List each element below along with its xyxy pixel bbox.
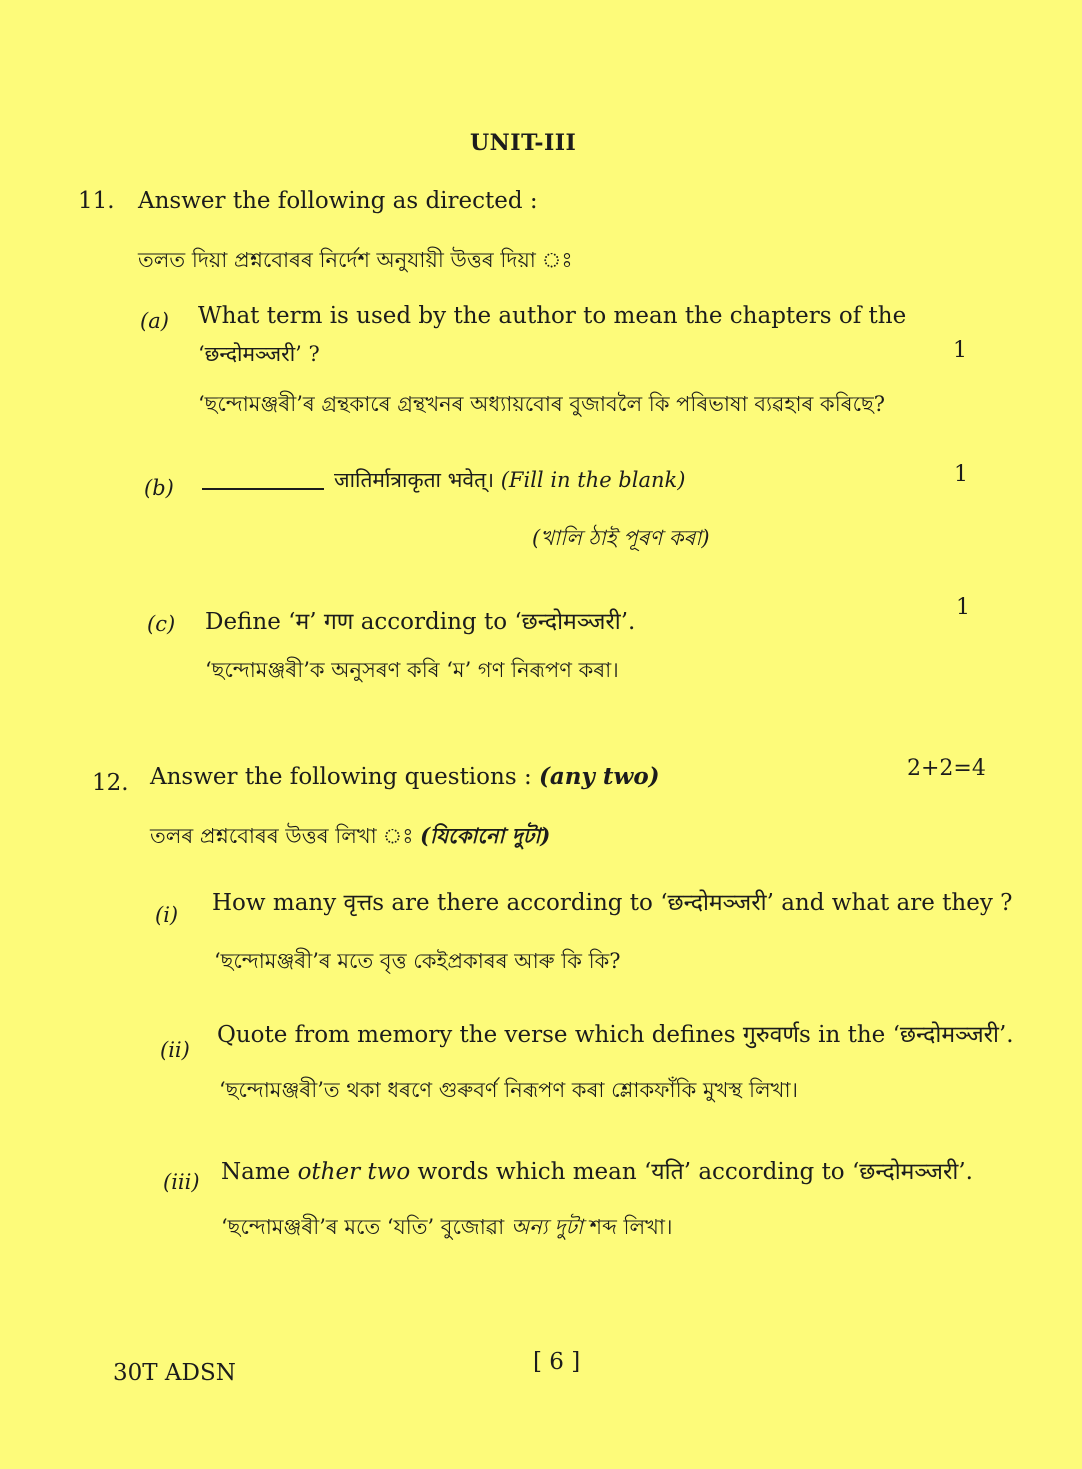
q11a-marks: 1 [953,338,967,363]
q11-text-as: তলত দিয়া প্ৰশ্নবোৰৰ নিৰ্দেশ অনুযায়ী উত্তৰ দিয়া ঃ [138,248,573,272]
q11-number: 11. [78,188,115,214]
q12iii-as-pre: ‘ছন্দোমঞ্জৰী’ৰ মতে ‘যতি’ বুজোৱা [221,1215,505,1239]
q11a-line2: ‘छन्दोमञ्जरी’ ? [198,342,320,366]
q12iii-as-emph: অন্য দুটা [510,1215,583,1239]
q12i-as: ‘ছন্দোমঞ্জৰী’ৰ মতে বৃত্ত কেইপ্ৰকাৰৰ আৰু কি কি? [214,949,621,973]
q12ii-text: Quote from memory the verse which defines गुरुवर्णs in the ‘छन्दोमञ्जरी’. [217,1022,1014,1048]
q11b-instruction-en: (Fill in the blank) [500,468,686,492]
q12iii-emph: other two [297,1159,411,1185]
q11c-text: Define ‘म’ गण according to ‘छन्दोमञ्जरी’. [205,609,636,635]
q12-number: 12. [92,770,129,796]
q12i-text: How many वृत्तs are there according to ‘छन्दोमञ्जरी’ and what are they ? [212,890,1013,916]
page-number: [ 6 ] [533,1349,581,1375]
q12-choice-en: (any two) [539,763,660,790]
q12iii-post: words which mean ‘यति’ according to ‘छन्दोमञ्जरी’. [417,1159,973,1185]
q12-text-as [150,820,550,855]
fill-blank [202,488,324,490]
q11-text-en: Answer the following as directed : [138,188,538,214]
q12ii-as: ‘ছন্দোমঞ্জৰী’ত থকা ধৰণে গুৰুবৰ্ণ নিৰূপণ কৰা শ্লোকফাঁকি মুখস্থ লিখা। [219,1078,799,1102]
q11c-label: (c) [147,612,176,636]
q12iii-as [221,1211,673,1246]
q11b-question [202,466,685,494]
footer-code: 30T ADSN [113,1360,236,1386]
q11a-as: ‘ছন্দোমঞ্জৰী’ৰ গ্ৰন্থকাৰে গ্ৰন্থখনৰ অধ্যায়বোৰ বুজাবলৈ কি পৰিভাষা ব্যৱহাৰ কৰিছে? [198,392,885,416]
q12-instruction-as: তলৰ প্ৰশ্নবোৰৰ উত্তৰ লিখা ঃ [150,824,414,848]
q12iii-pre: Name [221,1159,291,1185]
q11a-label: (a) [140,309,169,333]
q12iii-as-post: শব্দ লিখা। [589,1215,673,1239]
q11b-instruction-as: (খালি ঠাই পূৰণ কৰা) [532,526,710,550]
q11b-label: (b) [144,476,174,500]
unit-heading: UNIT-III [470,130,577,156]
q11b-text: जातिर्मात्राकृता भवेत्। [334,468,495,492]
q11a-line1: What term is used by the author to mean the chapters of the [198,303,907,329]
q12iii-label: (iii) [163,1170,200,1194]
q11c-marks: 1 [956,595,970,620]
q12-marks: 2+2=4 [907,756,986,781]
q11b-marks: 1 [954,462,968,487]
q12ii-label: (ii) [160,1038,190,1062]
q12-choice-as: (যিকোনো দুটা) [420,823,551,848]
q12i-label: (i) [155,903,179,927]
q11c-as: ‘ছন্দোমঞ্জৰী’ক অনুসৰণ কৰি ‘ম’ গণ নিৰূপণ কৰা। [205,658,619,682]
q12iii-text [221,1154,973,1186]
q12-text-en [150,763,660,790]
q12-instruction: Answer the following questions : [150,764,532,790]
